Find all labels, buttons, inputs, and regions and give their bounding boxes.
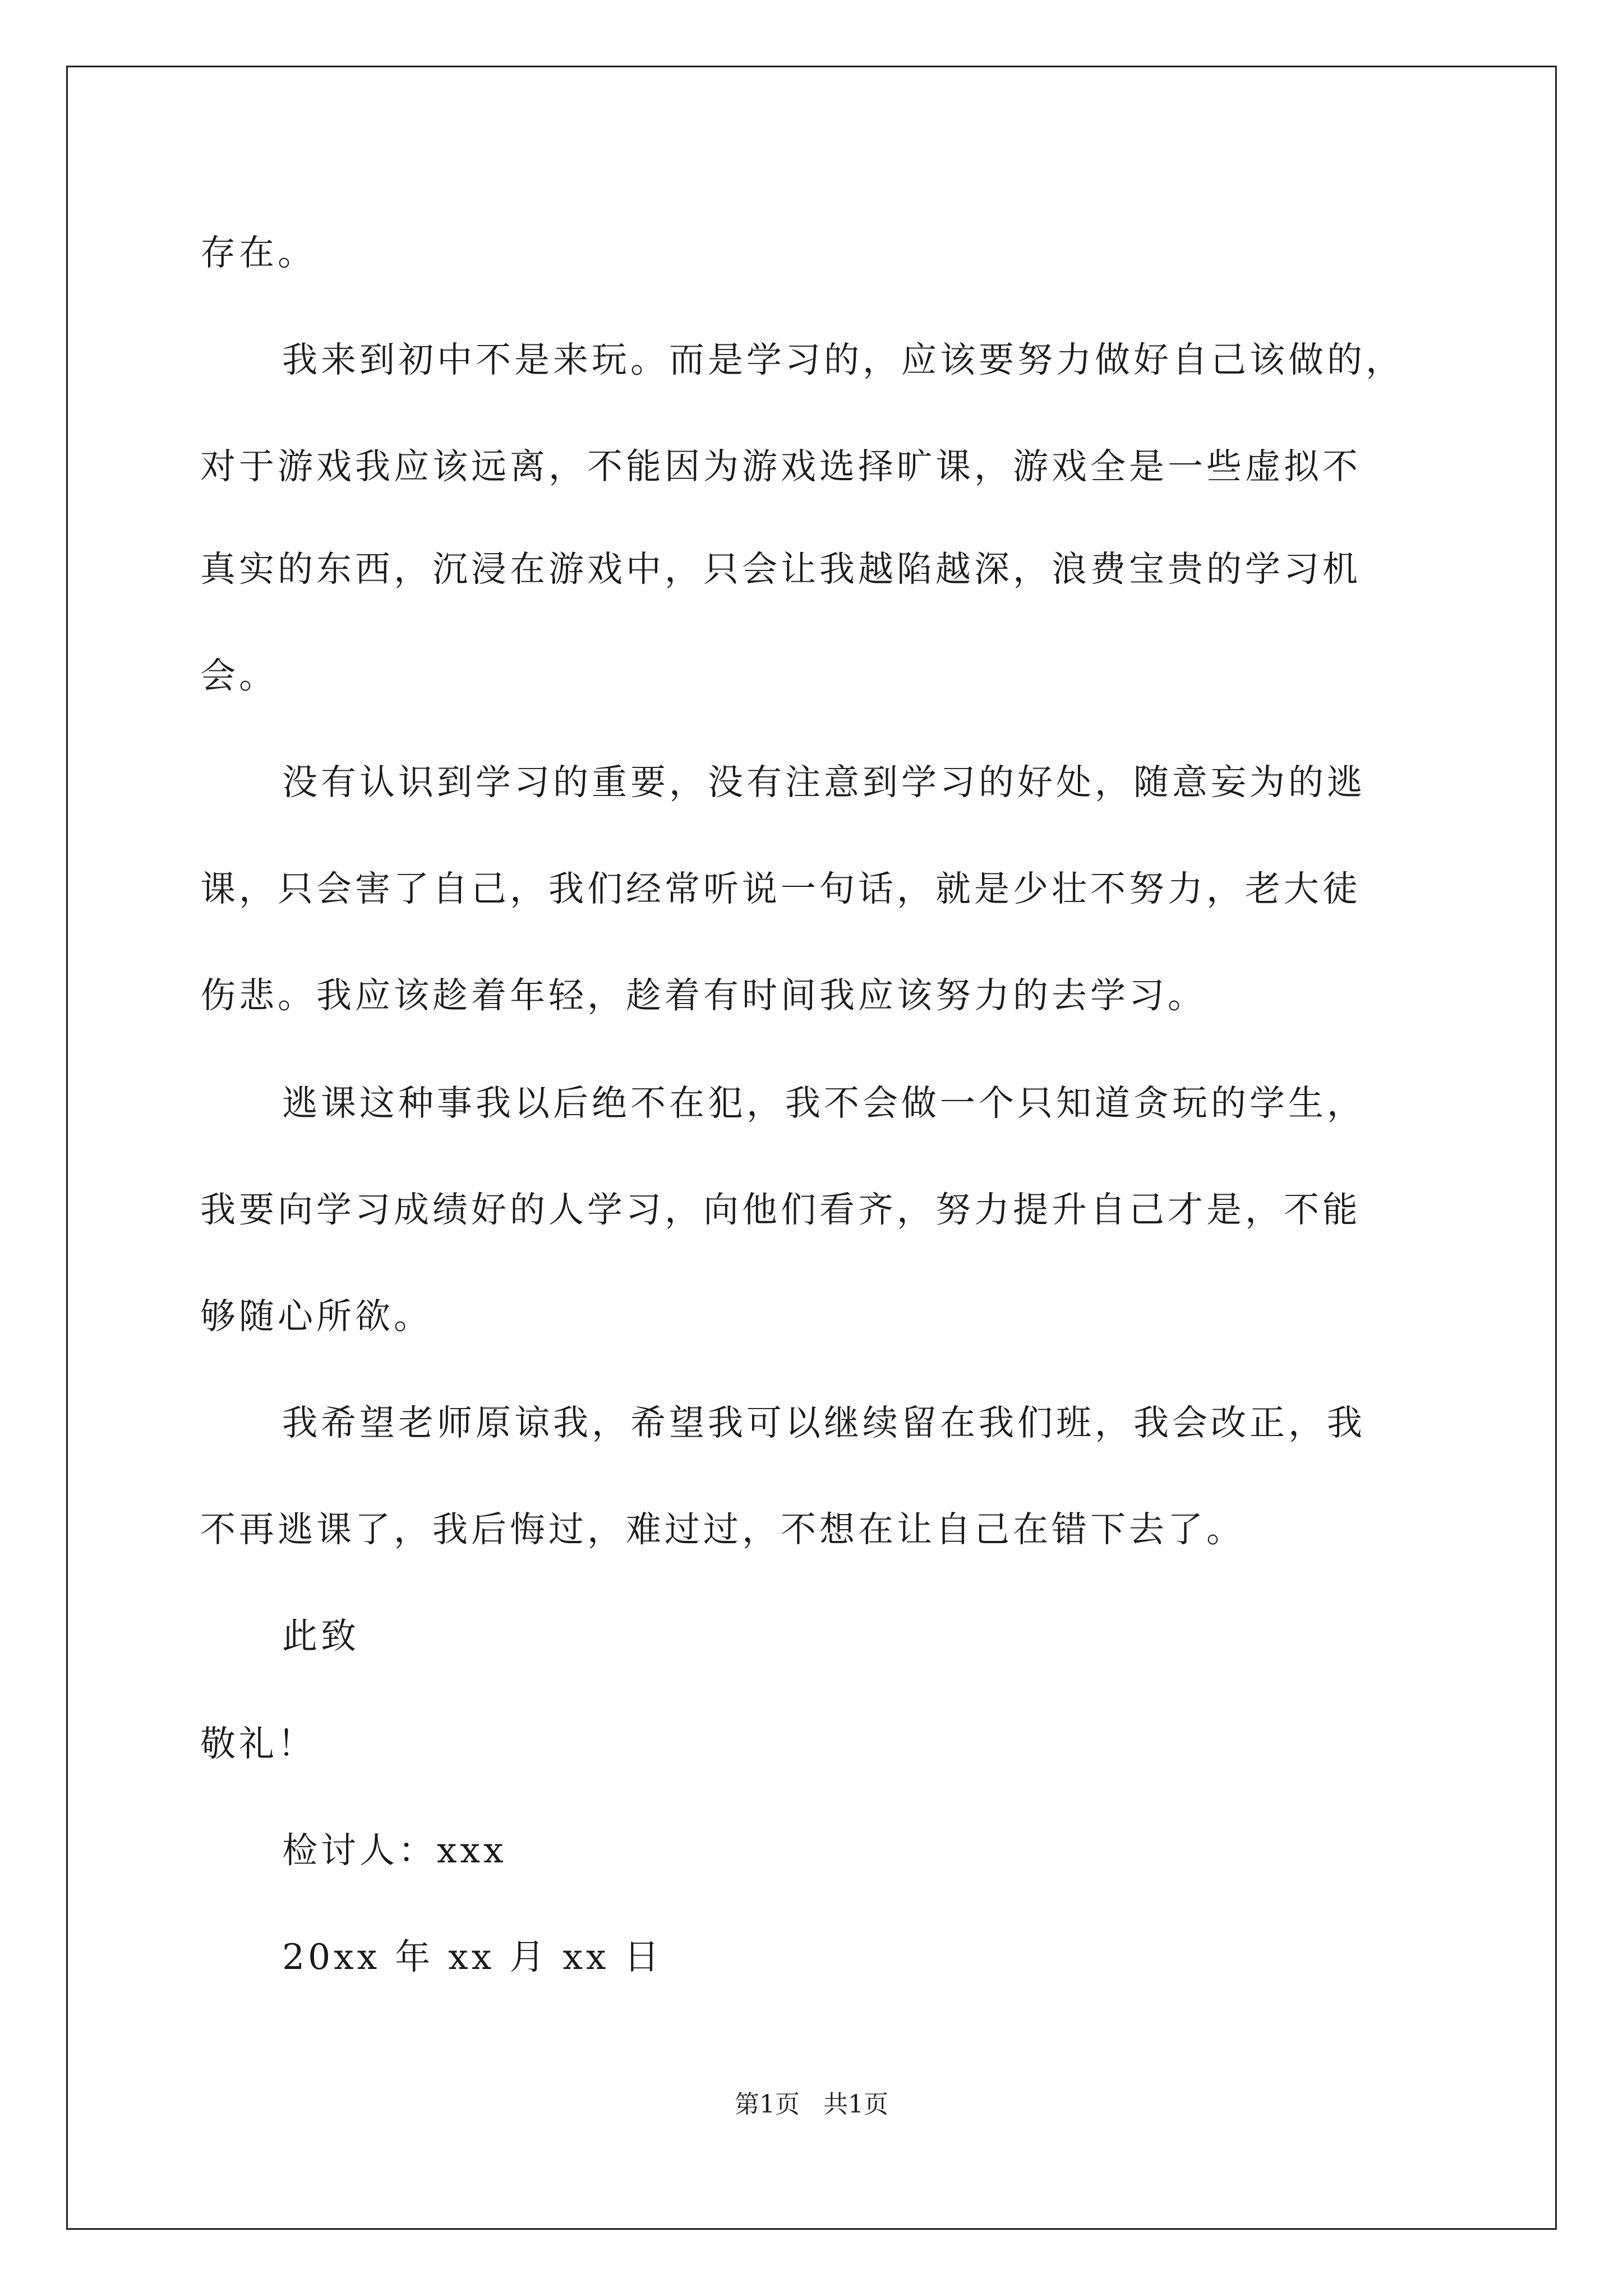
- text-line: 对于游戏我应该远离，不能因为游戏选择旷课，游戏全是一些虚拟不: [200, 446, 1361, 487]
- text-line: 真实的东西，沉浸在游戏中，只会让我越陷越深，浪费宝贵的学习机: [200, 549, 1361, 590]
- page-border: [66, 66, 1557, 2230]
- text-line: 够随心所欲。: [200, 1296, 432, 1337]
- date-line: 20xx 年 xx 月 xx 日: [282, 1936, 663, 1977]
- text-line: 逃课这种事我以后绝不在犯，我不会做一个只知道贪玩的学生，: [282, 1083, 1366, 1124]
- text-line: 不再逃课了，我后悔过，难过过，不想在让自己在错下去了。: [200, 1509, 1245, 1550]
- text-line: 我希望老师原谅我，希望我可以继续留在我们班，我会改正，我: [282, 1402, 1366, 1443]
- text-line: 我来到初中不是来玩。而是学习的，应该要努力做好自己该做的，: [282, 339, 1404, 380]
- page-number-footer: 第1页 共1页: [735, 2090, 888, 2119]
- text-line: 我要向学习成绩好的人学习，向他们看齐，努力提升自己才是，不能: [200, 1189, 1361, 1230]
- text-line: 课，只会害了自己，我们经常听说一句话，就是少壮不努力，老大徒: [200, 868, 1361, 909]
- closing-salutation: 此致: [282, 1616, 359, 1657]
- text-line: 会。: [200, 655, 278, 696]
- text-line: 伤悲。我应该趁着年轻，趁着有时间我应该努力的去学习。: [200, 975, 1206, 1016]
- text-line: 存在。: [200, 232, 316, 273]
- signature-line: 检讨人：xxx: [282, 1830, 507, 1871]
- closing-regards: 敬礼！: [200, 1723, 316, 1764]
- text-line: 没有认识到学习的重要，没有注意到学习的好处，随意妄为的逃: [282, 762, 1366, 803]
